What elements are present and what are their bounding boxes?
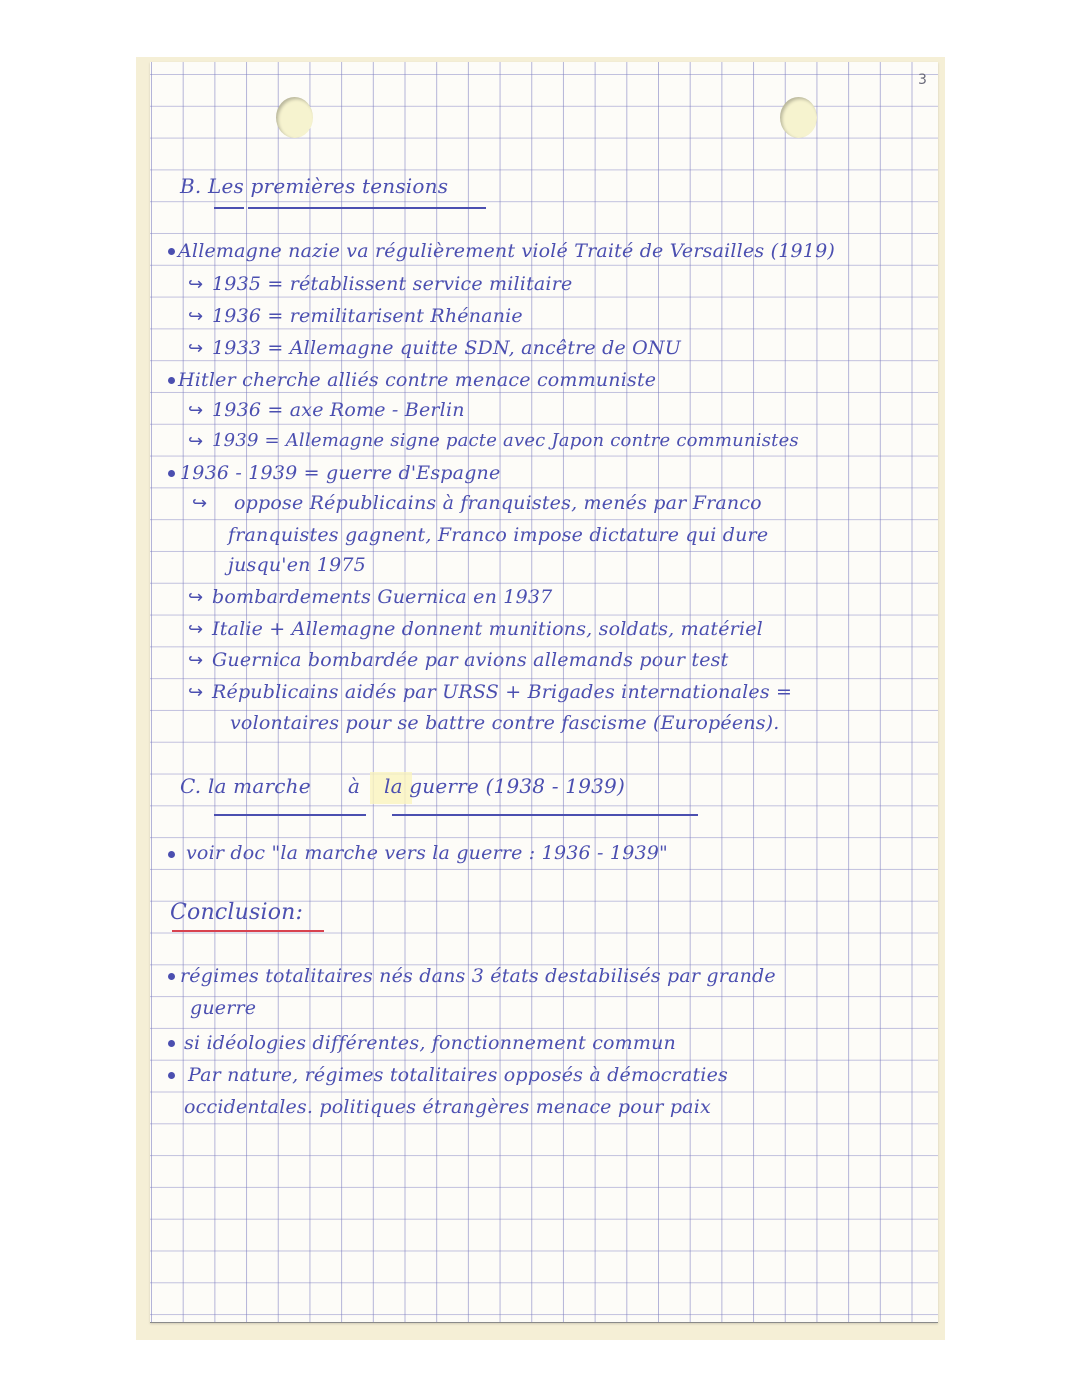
note-line: volontaires pour se battre contre fascisme (Européens). [230, 712, 780, 734]
punch-hole-left [276, 97, 313, 138]
note-line: 1935 = rétablissent service militaire [212, 273, 573, 295]
note-line: 1933 = Allemagne quitte SDN, ancêtre de ONU [212, 337, 681, 359]
hook-arrow-icon: ↪ [188, 650, 204, 671]
note-line: Hitler cherche alliés contre menace communiste [178, 369, 657, 391]
section-b-title: B. Les premières tensions [180, 174, 449, 198]
conclusion-title: Conclusion: [170, 900, 304, 925]
section-c-title-part2: à [348, 774, 361, 798]
note-line: 1936 = remilitarisent Rhénanie [212, 305, 523, 327]
note-line: 1936 - 1939 = guerre d'Espagne [180, 462, 501, 484]
note-line: Allemagne nazie va régulièrement violé Traité de Versailles (1919) [178, 240, 835, 262]
hook-arrow-icon: ↪ [188, 306, 204, 327]
section-c-underline-2 [392, 814, 698, 816]
bullet-icon [168, 973, 175, 980]
note-line: Républicains aidés par URSS + Brigades internationales = [212, 681, 793, 703]
section-c-underline-1 [214, 814, 366, 816]
page-number: 3 [918, 72, 927, 88]
section-b-underline-1 [214, 207, 244, 209]
bullet-icon [168, 1072, 175, 1079]
note-line: si idéologies différentes, fonctionnement commun [184, 1032, 676, 1054]
section-b-underline-2 [248, 207, 486, 209]
bullet-icon [168, 377, 175, 384]
note-line: jusqu'en 1975 [228, 554, 366, 576]
note-line: occidentales. politiques étrangères menace pour paix [184, 1096, 711, 1118]
hook-arrow-icon: ↪ [188, 682, 204, 703]
note-line: Par nature, régimes totalitaires opposés à démocraties [188, 1064, 728, 1086]
note-line: 1939 = Allemagne signe pacte avec Japon contre communistes [212, 430, 799, 451]
punch-hole-right [780, 97, 817, 138]
note-line: régimes totalitaires nés dans 3 états destabilisés par grande [180, 965, 776, 987]
note-line: franquistes gagnent, Franco impose dictature qui dure [228, 524, 769, 546]
section-c-title-part1: C. la marche [180, 774, 311, 798]
note-line: guerre [190, 997, 257, 1019]
note-line: oppose Républicains à franquistes, menés par Franco [234, 492, 762, 514]
conclusion-underline [172, 930, 324, 932]
bullet-icon [168, 851, 175, 858]
hook-arrow-icon: ↪ [188, 400, 204, 421]
hook-arrow-icon: ↪ [188, 587, 204, 608]
hook-arrow-icon: ↪ [188, 619, 204, 640]
hook-arrow-icon: ↪ [192, 493, 208, 514]
note-line: voir doc "la marche vers la guerre : 1936 - 1939" [186, 842, 668, 864]
note-line: Guernica bombardée par avions allemands pour test [212, 649, 729, 671]
bullet-icon [168, 248, 175, 255]
note-line: 1936 = axe Rome - Berlin [212, 399, 465, 421]
section-c-title-part3: la guerre (1938 - 1939) [384, 774, 625, 798]
bullet-icon [168, 470, 175, 477]
hook-arrow-icon: ↪ [188, 274, 204, 295]
note-line: bombardements Guernica en 1937 [212, 586, 553, 608]
hook-arrow-icon: ↪ [188, 431, 204, 452]
bullet-icon [168, 1040, 175, 1047]
note-line: Italie + Allemagne donnent munitions, soldats, matériel [212, 618, 763, 640]
hook-arrow-icon: ↪ [188, 338, 204, 359]
